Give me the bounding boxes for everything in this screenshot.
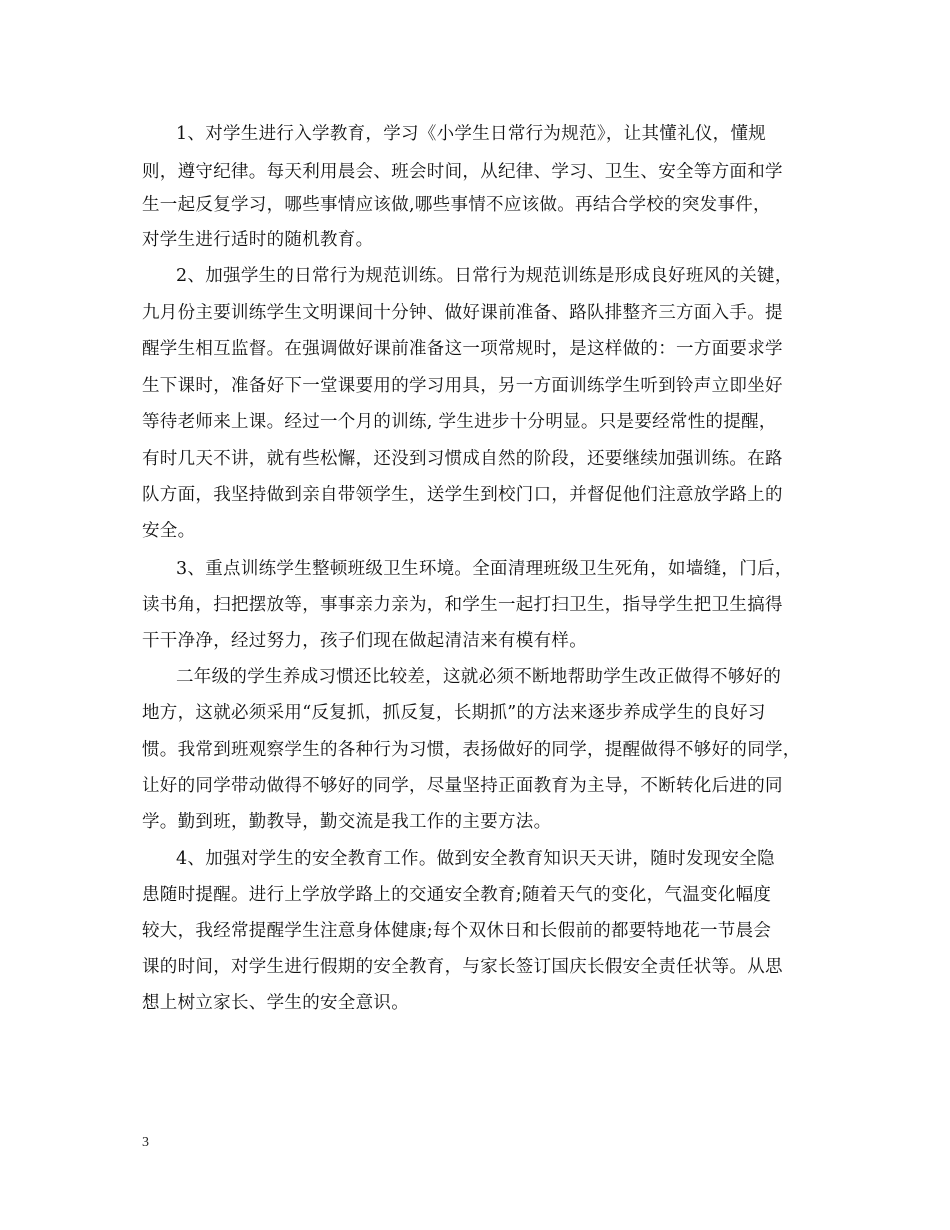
text-line: 2、加强学生的日常行为规范训练。日常行为规范训练是形成良好班风的关键， bbox=[176, 266, 793, 286]
text-line: 生一起反复学习，哪些事情应该做,哪些事情不应该做。再结合学校的突发事件， bbox=[142, 195, 771, 215]
text-line: 患随时提醒。进行上学放学路上的交通安全教育;随着天气的变化，气温变化幅度 bbox=[142, 885, 772, 905]
text-line: 对学生进行适时的随机教育。 bbox=[142, 230, 374, 250]
text-line: 读书角，扫把摆放等，事事亲力亲为，和学生一起打扫卫生，指导学生把卫生搞得 bbox=[142, 595, 783, 615]
text-line: 安全。 bbox=[142, 521, 196, 541]
text-line: 等待老师来上课。经过一个月的训练, 学生进步十分明显。只是要经常性的提醒， bbox=[142, 412, 777, 432]
text-line: 让好的同学带动做得不够好的同学，尽量坚持正面教育为主导，不断转化后进的同 bbox=[142, 776, 783, 796]
text-line: 1、对学生进行入学教育，学习《小学生日常行为规范》，让其懂礼仪，懂规 bbox=[176, 124, 767, 144]
text-line: 学。勤到班，勤教导，勤交流是我工作的主要方法。 bbox=[142, 812, 552, 832]
page-number: 3 bbox=[142, 1135, 149, 1150]
text-line: 4、加强对学生的安全教育工作。做到安全教育知识天天讲，随时发现安全隐 bbox=[176, 849, 775, 869]
text-line: 地方，这就必须采用“反复抓，抓反复，长期抓”的方法来逐步养成学生的良好习 bbox=[142, 703, 766, 723]
text-line: 醒学生相互监督。在强调做好课前准备这一项常规时，是这样做的：一方面要求学 bbox=[142, 339, 783, 359]
text-line: 有时几天不讲，就有些松懈，还没到习惯成自然的阶段，还要继续加强训练。在路 bbox=[142, 449, 783, 469]
text-line: 干干净净，经过努力，孩子们现在做起清洁来有模有样。 bbox=[142, 631, 587, 651]
text-line: 课的时间，对学生进行假期的安全教育，与家长签订国庆长假安全责任状等。从思 bbox=[142, 957, 783, 977]
text-line: 二年级的学生养成习惯还比较差，这就必须不断地帮助学生改正做得不够好的 bbox=[176, 667, 782, 687]
text-line: 想上树立家长、学生的安全意识。 bbox=[142, 993, 409, 1013]
text-line: 生下课时，准备好下一堂课要用的学习用具，另一方面训练学生听到铃声立即坐好 bbox=[142, 376, 783, 396]
text-line: 则，遵守纪律。每天利用晨会、班会时间，从纪律、学习、卫生、安全等方面和学 bbox=[142, 162, 783, 182]
text-line: 较大，我经常提醒学生注意身体健康;每个双休日和长假前的都要特地花一节晨会 bbox=[142, 921, 772, 941]
text-line: 惯。我常到班观察学生的各种行为习惯，表扬做好的同学，提醒做得不够好的同学， bbox=[142, 740, 801, 760]
text-line: 3、重点训练学生整顿班级卫生环境。全面清理班级卫生死角，如墙缝，门后， bbox=[176, 559, 793, 579]
text-line: 九月份主要训练学生文明课间十分钟、做好课前准备、路队排整齐三方面入手。提 bbox=[142, 303, 783, 323]
text-line: 队方面，我坚持做到亲自带领学生，送学生到校门口，并督促他们注意放学路上的 bbox=[142, 485, 783, 505]
